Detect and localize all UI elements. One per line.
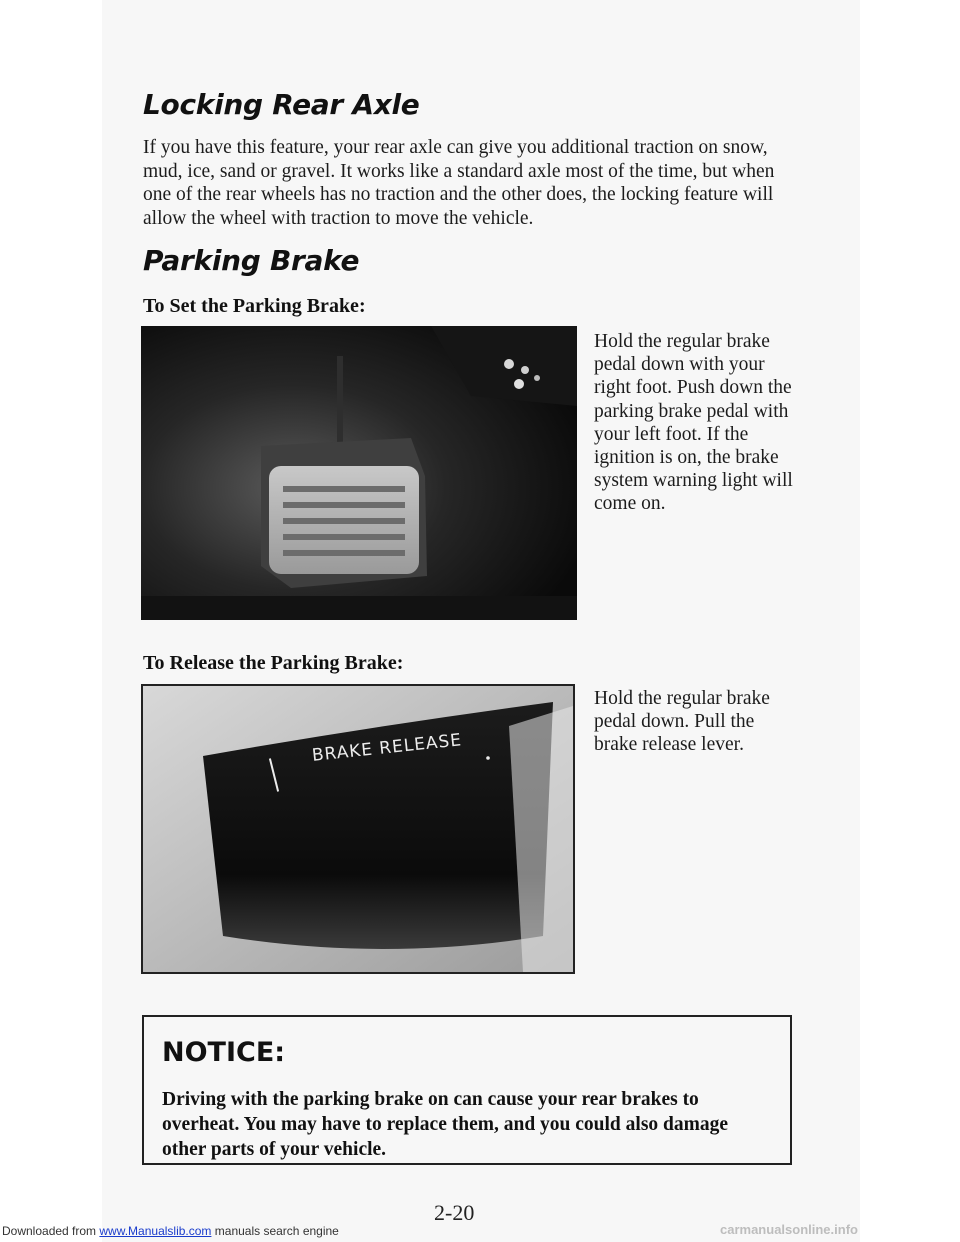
- footer-suffix: manuals search engine: [211, 1224, 339, 1238]
- set-parking-brake-subheading: To Set the Parking Brake:: [143, 295, 366, 317]
- manualslib-link[interactable]: www.Manualslib.com: [99, 1224, 212, 1238]
- locking-rear-axle-heading: Locking Rear Axle: [143, 88, 420, 121]
- download-footer: [2, 1224, 339, 1238]
- release-parking-brake-instructions: Hold the regular brake pedal down. Pull the brake release lever.: [594, 688, 770, 756]
- page-number: 2-20: [434, 1200, 475, 1225]
- parking-brake-heading: Parking Brake: [143, 244, 360, 277]
- footer-prefix: Downloaded from: [2, 1224, 100, 1238]
- release-parking-brake-subheading: To Release the Parking Brake:: [143, 652, 404, 674]
- set-parking-brake-instructions: Hold the regular brake pedal down with your right foot. Push down the parking brake pedal with your left foot. If the ignition is on, the brake system warning light will come on.: [594, 331, 793, 515]
- watermark-text: carmanualsonline.info: [720, 1222, 858, 1237]
- locking-rear-axle-body: If you have this feature, your rear axle can give you additional traction on snow, mud, ice, sand or gravel. It works like a standard axle most of the time, but when one of the rear wheels has no traction and the other does, the locking feature will allow the wheel with traction to move the vehicle.: [143, 137, 775, 229]
- brake-release-lever-photo: [141, 684, 575, 974]
- notice-box: [142, 1015, 792, 1165]
- brake-release-label: BRAKE RELEASE: [311, 730, 463, 766]
- parking-brake-pedal-photo: [141, 326, 577, 620]
- notice-title: NOTICE:: [162, 1037, 286, 1068]
- notice-text: Driving with the parking brake on can cause your rear brakes to overheat. You may have to replace them, and you could also damage other parts of your vehicle.: [162, 1089, 729, 1160]
